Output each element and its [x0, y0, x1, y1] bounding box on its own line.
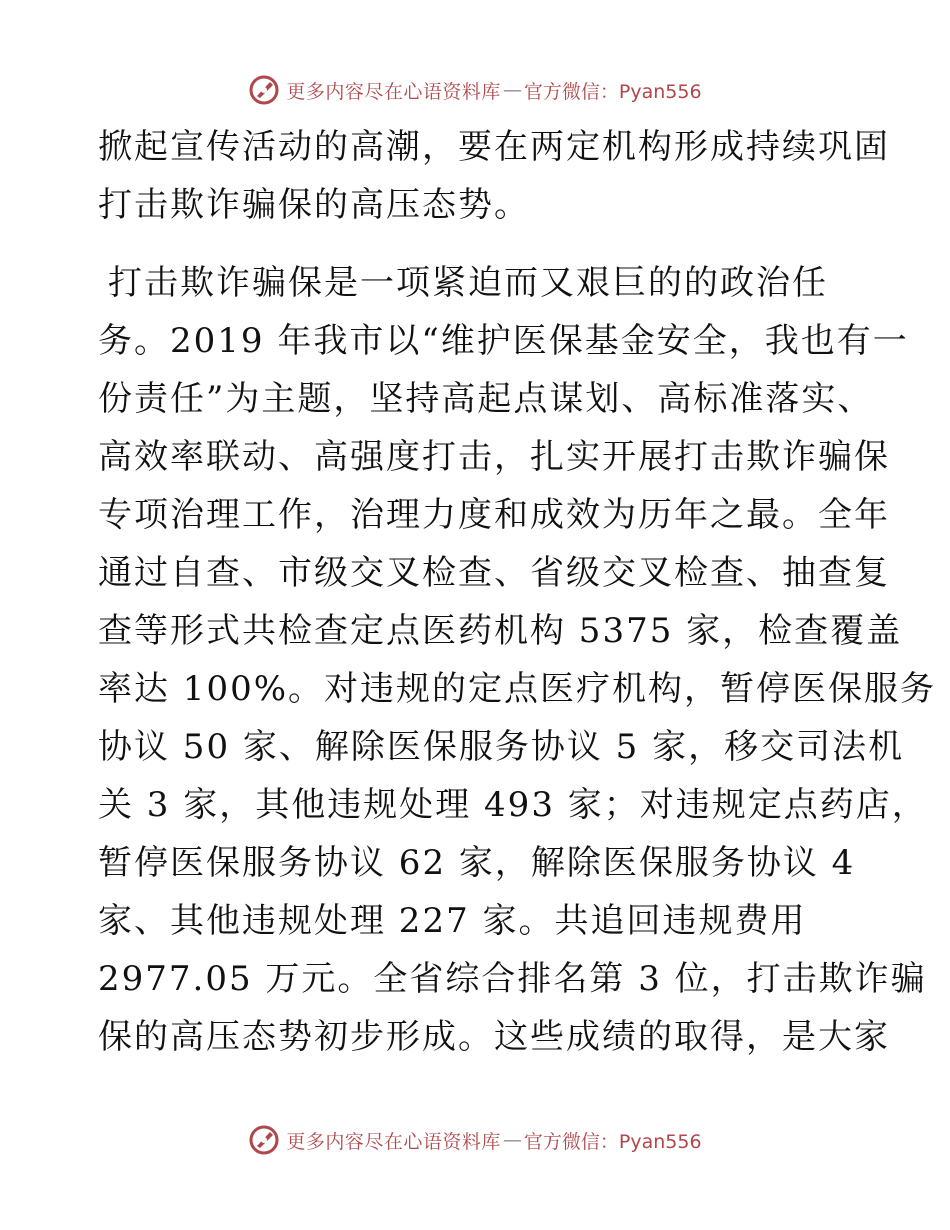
text-line: 务。2019 年我市以“维护医保基金安全，我也有一	[98, 321, 909, 361]
text-line: 保的高压态势初步形成。这些成绩的取得，是大家	[98, 1017, 890, 1057]
text-line: 暂停医保服务协议 62 家，解除医保服务协议 4	[98, 843, 856, 883]
watermark-separator: —	[502, 79, 522, 101]
text-line: 查等形式共检查定点医药机构 5375 家，检查覆盖	[98, 611, 903, 651]
text-line: 通过自查、市级交叉检查、省级交叉检查、抽查复	[98, 553, 890, 593]
watermark-main-text: 更多内容尽在心语资料库	[286, 1130, 501, 1153]
document-body	[98, 118, 937, 1066]
watermark-separator: —	[502, 1129, 522, 1151]
text-line: 掀起宣传活动的高潮，要在两定机构形成持续巩固	[98, 127, 890, 167]
watermark-wechat-id: 官方微信：Pyan556	[523, 1130, 702, 1153]
paragraph-2	[98, 254, 937, 1066]
text-line: 关 3 家，其他违规处理 493 家；对违规定点药店，	[98, 785, 928, 825]
text-line: 协议 50 家、解除医保服务协议 5 家，移交司法机	[98, 727, 905, 767]
watermark-main-text: 更多内容尽在心语资料库	[286, 80, 501, 103]
pen-circle-logo-icon	[248, 74, 280, 106]
text-line: 率达 100%。对违规的定点医疗机构，暂停医保服务	[98, 669, 937, 709]
text-line: 专项治理工作，治理力度和成效为历年之最。全年	[98, 495, 890, 535]
text-line: 家、其他违规处理 227 家。共追回违规费用	[98, 901, 807, 941]
watermark-wechat-id: 官方微信：Pyan556	[523, 80, 702, 103]
text-line: 2977.05 万元。全省综合排名第 3 位，打击欺诈骗	[98, 959, 927, 999]
header-watermark	[0, 70, 950, 110]
pen-circle-logo-icon	[248, 1124, 280, 1156]
footer-watermark	[0, 1120, 950, 1160]
text-line: 份责任”为主题，坚持高起点谋划、高标准落实、	[98, 379, 874, 419]
text-line: 打击欺诈骗保是一项紧迫而又艰巨的的政治任	[108, 263, 828, 303]
text-line: 打击欺诈骗保的高压态势。	[98, 185, 530, 225]
paragraph-1	[98, 118, 890, 234]
text-line: 高效率联动、高强度打击，扎实开展打击欺诈骗保	[98, 437, 890, 477]
